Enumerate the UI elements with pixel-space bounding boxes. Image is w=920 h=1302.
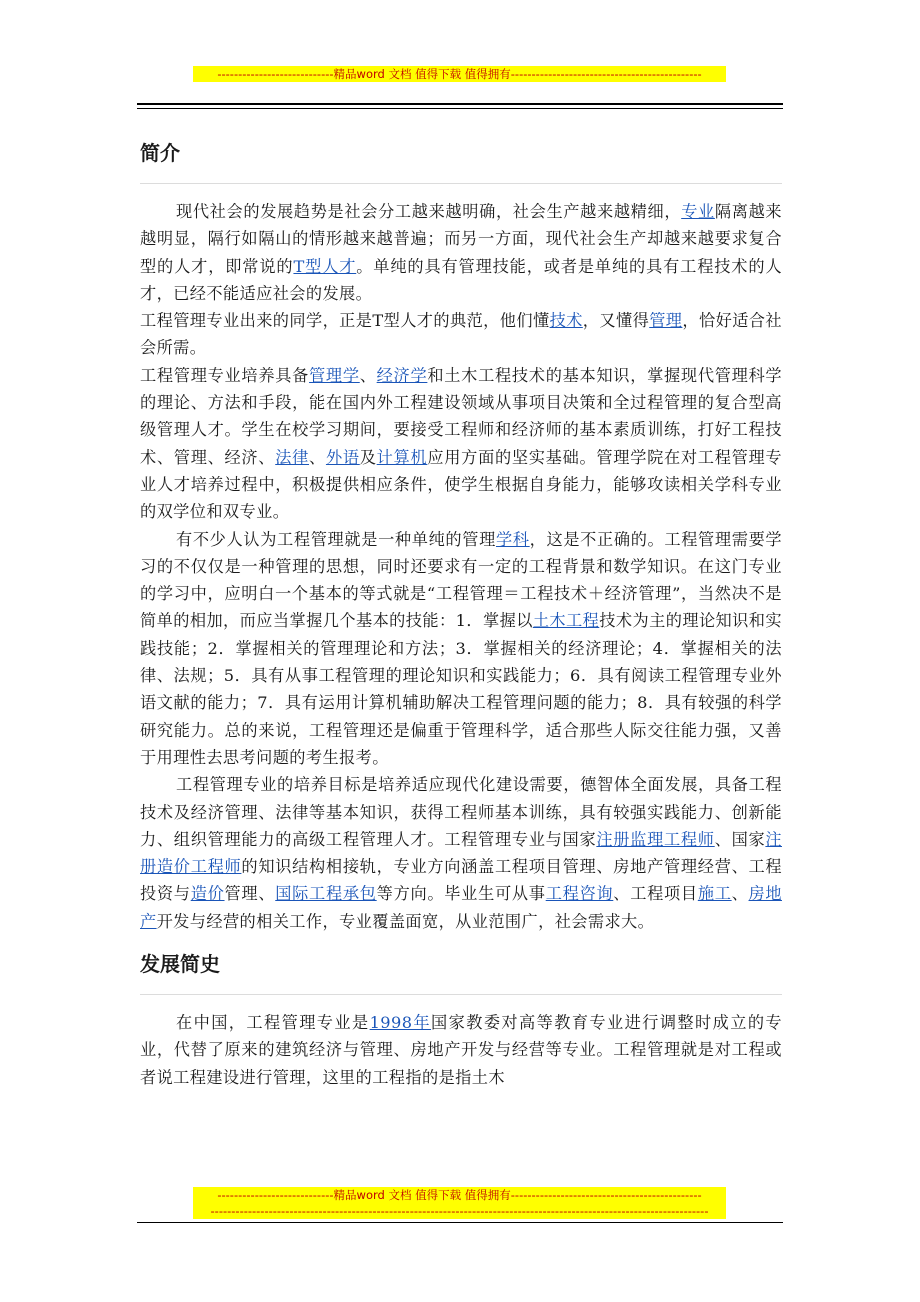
header-rule-thick xyxy=(137,103,783,105)
section-divider xyxy=(140,183,782,184)
link-waiyu[interactable]: 外语 xyxy=(325,447,360,467)
link-jianli[interactable]: 注册监理工程师 xyxy=(596,829,715,849)
section-title-intro: 简介 xyxy=(140,141,180,165)
paragraph-2: 工程管理专业出来的同学，正是T型人才的典范，他们懂技术，又懂得管理，恰好适合社会所需。 xyxy=(140,311,782,358)
link-zaojia-engineer[interactable]: 注册造价工程师 xyxy=(140,829,782,877)
link-jingjixue[interactable]: 经济学 xyxy=(376,365,428,385)
section-divider xyxy=(140,994,782,995)
link-zhuanye[interactable]: 专业 xyxy=(681,202,715,221)
link-xueke[interactable]: 学科 xyxy=(495,529,530,549)
paragraph-5: 工程管理专业的培养目标是培养适应现代化建设需要，德智体全面发展，具备工程技术及经济管理、法律等基本知识，获得工程师基本训练，具有较强实践能力、创新能力、组织管理能力的高级工程管理人才。工程管理专业与国家注册监理工程师、国家注册造价工程师的知识结构相接轨，专业方向涵盖工程项目管理、房地产管理经营、工程投资与造价管理、国际工程承包等方向。毕业生可从事工程咨询、工程项目施工、房地产开发与经营的相关工作，专业覆盖面宽，从业范围广，社会需求大。 xyxy=(140,775,782,931)
footer-rule xyxy=(137,1222,783,1223)
link-t-talent[interactable]: T型人才 xyxy=(293,256,357,276)
link-fangdichan[interactable]: 房地产 xyxy=(140,884,782,931)
bottom-banner-dashes: ------------------------------------------------------------------------------------------------------------------------ xyxy=(193,1203,726,1219)
document-body xyxy=(140,128,782,1184)
bottom-banner: ----------------------------精品word 文档 值得下载 值得拥有---------------------------------------------- xyxy=(193,1187,726,1203)
link-shigong[interactable]: 施工 xyxy=(697,884,732,904)
link-tumu[interactable]: 土木工程 xyxy=(532,611,600,631)
link-guanlixue[interactable]: 管理学 xyxy=(309,365,360,385)
paragraph-3: 工程管理专业培养具备管理学、经济学和土木工程技术的基本知识，掌握现代管理科学的理论、方法和手段，能在国内外工程建设领域从事项目决策和全过程管理的复合型高级管理人才。学生在校学习期间，要接受工程师和经济师的基本素质训练，打好工程技术、管理、经济、法律、外语及计算机应用方面的坚实基础。管理学院在对工程管理专业人才培养过程中，积极提供相应条件，使学生根据自身能力，能够攻读相关学科专业的双学位和双专业。 xyxy=(140,365,782,522)
header-rule-thin xyxy=(137,108,783,109)
top-banner: ----------------------------精品word 文档 值得下载 值得拥有---------------------------------------------- xyxy=(193,66,726,82)
link-guanli[interactable]: 管理 xyxy=(649,311,683,331)
link-guoji[interactable]: 国际工程承包 xyxy=(275,884,377,904)
link-jisuanji[interactable]: 计算机 xyxy=(376,447,428,467)
paragraph-4: 有不少人认为工程管理就是一种单纯的管理学科，这是不正确的。工程管理需要学习的不仅仅是一种管理的思想，同时还要求有一定的工程背景和数学知识。在这门专业的学习中，应明白一个基本的等式就是“工程管理＝工程技术＋经济管理”，当然决不是简单的相加，而应当掌握几个基本的技能：1．掌握以土木工程技术为主的理论知识和实践技能；2．掌握相关的管理理论和方法；3．掌握相关的经济理论；4．掌握相关的法律、法规；5．具有从事工程管理的理论知识和实践能力；6．具有阅读工程管理专业外语文献的能力；7．具有运用计算机辅助解决工程管理问题的能力；8．具有较强的科学研究能力。总的来说，工程管理还是偏重于管理科学，适合那些人际交往能力强，又善于用理性去思考问题的考生报考。 xyxy=(140,529,782,767)
paragraph-6: 在中国，工程管理专业是1998年国家教委对高等教育专业进行调整时成立的专业，代替了原来的建筑经济与管理、房地产开发与经营等专业。工程管理就是对工程或者说工程建设进行管理，这里的工程指的是指土木 xyxy=(140,1013,782,1087)
link-zixun[interactable]: 工程咨询 xyxy=(545,884,614,904)
section-title-history: 发展简史 xyxy=(140,952,220,977)
paragraph-1: 现代社会的发展趋势是社会分工越来越明确，社会生产越来越精细，专业隔离越来越明显，隔行如隔山的情形越来越普遍；而另一方面，现代社会生产却越来越要求复合型的人才，即常说的T型人才。单纯的具有管理技能，或者是单纯的具有工程技术的人才，已经不能适应社会的发展。 xyxy=(140,202,782,303)
link-jishu[interactable]: 技术 xyxy=(549,311,583,331)
link-zaojia[interactable]: 造价 xyxy=(190,884,225,904)
link-1998[interactable]: 1998年 xyxy=(369,1013,432,1033)
link-falv[interactable]: 法律 xyxy=(275,447,310,467)
